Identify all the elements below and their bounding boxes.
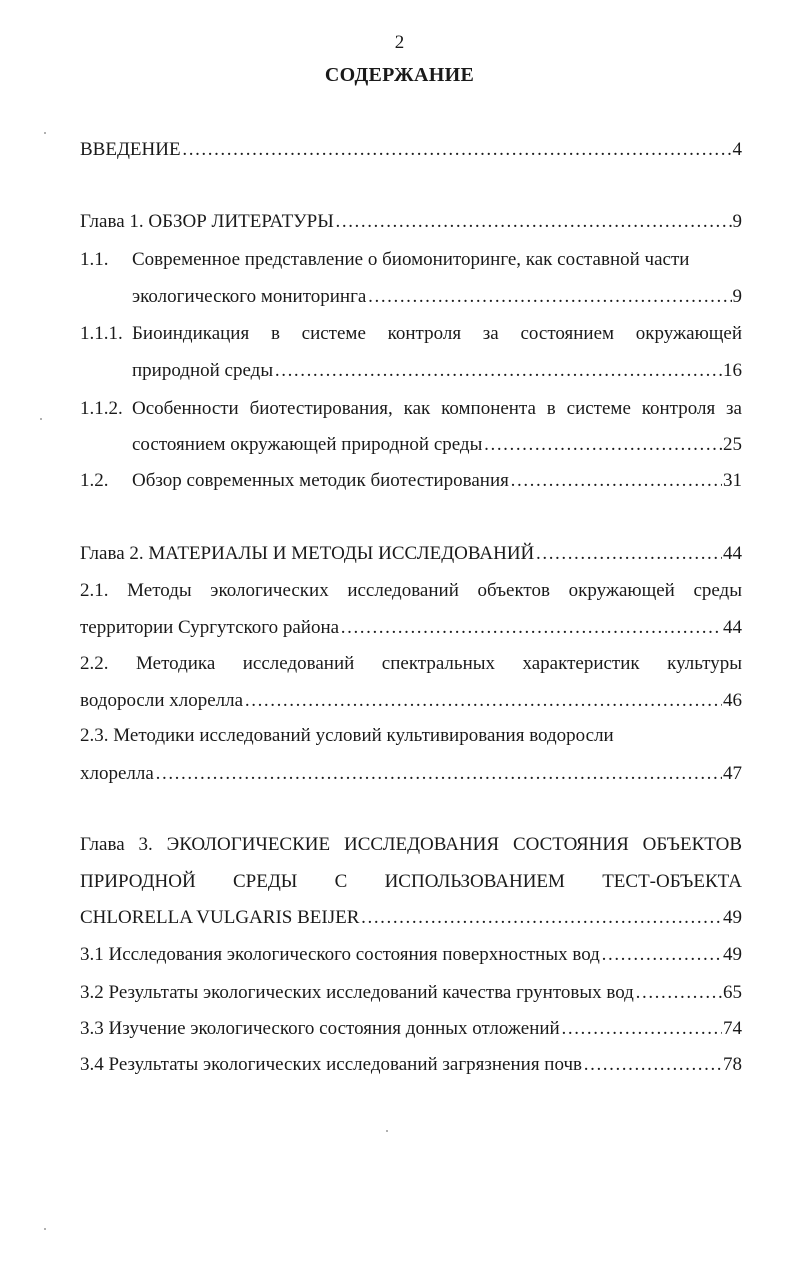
toc-entry-page: 49 (723, 907, 742, 928)
dot-leader (583, 1052, 722, 1078)
dot-leader (483, 432, 722, 458)
dot-leader (367, 284, 731, 310)
toc-entry-title-cont: ПРИРОДНОЙ СРЕДЫ С ИСПОЛЬЗОВАНИЕМ ТЕСТ-ОБЪЕКТА (80, 871, 742, 892)
dot-leader (601, 942, 722, 968)
toc-entry-title-cont: территории Сургутского района (80, 617, 340, 638)
page-number: 2 (394, 32, 405, 53)
toc-entry-page: 4 (732, 139, 742, 160)
toc-entry-page: 78 (723, 1054, 742, 1075)
toc-entry-page: 49 (723, 944, 742, 965)
toc-entry-intro[interactable] (80, 137, 742, 163)
toc-entry-title: 3.2 Результаты экологических исследований качества грунтовых вод (80, 982, 634, 1003)
toc-entry-title: 2.3. Методики исследований условий культивирования водоросли (80, 725, 614, 746)
scan-speck (44, 132, 46, 134)
toc-entry-page: 47 (723, 763, 742, 784)
dot-leader (340, 615, 722, 641)
scan-speck (386, 1130, 388, 1132)
toc-entry-title: Биоиндикация в системе контроля за состоянием окружающей (132, 323, 742, 344)
dot-leader (182, 137, 732, 163)
toc-entry-page: 9 (732, 286, 742, 307)
toc-entry-title-cont: природной среды (132, 360, 274, 381)
toc-entry-number: 1.1.2. (80, 398, 123, 419)
dot-leader (561, 1016, 722, 1042)
toc-entry-page: 44 (723, 543, 742, 564)
dot-leader (274, 358, 722, 384)
toc-entry-title-cont: CHLORELLA VULGARIS BEIJER (80, 907, 360, 928)
toc-entry-number: 1.1. (80, 249, 109, 270)
toc-entry-page: 25 (723, 434, 742, 455)
toc-entry-title: Глава 3. ЭКОЛОГИЧЕСКИЕ ИССЛЕДОВАНИЯ СОСТОЯНИЯ ОБЪЕКТОВ (80, 834, 742, 855)
toc-entry-title: ВВЕДЕНИЕ (80, 139, 181, 160)
toc-entry-number: 1.2. (80, 470, 109, 491)
toc-entry-title: 3.4 Результаты экологических исследований загрязнения почв (80, 1054, 583, 1075)
dot-leader (244, 688, 722, 714)
toc-entry-3-3[interactable] (80, 1016, 742, 1042)
dot-leader (360, 905, 722, 931)
toc-entry-title: Глава 1. ОБЗОР ЛИТЕРАТУРЫ (80, 211, 334, 232)
toc-entry-title: Особенности биотестирования, как компонента в системе контроля за (132, 398, 742, 419)
toc-entry-page: 44 (723, 617, 742, 638)
toc-entry-title: Современное представление о биомониторинге, как составной части (132, 249, 690, 270)
toc-entry-3-4[interactable] (80, 1052, 742, 1078)
toc-entry-title-cont: хлорелла (80, 763, 154, 784)
scan-speck (40, 418, 42, 420)
dot-leader (535, 541, 722, 567)
toc-entry-title: 2.2. Методика исследований спектральных характеристик культуры (80, 653, 742, 674)
toc-entry-page: 46 (723, 690, 742, 711)
toc-entry-page: 74 (723, 1018, 742, 1039)
dot-leader (510, 468, 722, 494)
toc-entry-page: 31 (723, 470, 742, 491)
dot-leader (335, 209, 732, 235)
dot-leader (155, 761, 722, 787)
toc-entry-title: 3.1 Исследования экологического состояния поверхностных вод (80, 944, 600, 965)
toc-entry-page: 9 (732, 211, 742, 232)
toc-entry-number: 1.1.1. (80, 323, 123, 344)
toc-entry-title-cont: экологического мониторинга (132, 286, 367, 307)
toc-entry-page: 16 (723, 360, 742, 381)
toc-entry-title: 3.3 Изучение экологического состояния донных отложений (80, 1018, 560, 1039)
toc-entry-3-1[interactable] (80, 942, 742, 968)
toc-entry-title-cont: водоросли хлорелла (80, 690, 244, 711)
page-title: СОДЕРЖАНИЕ (324, 64, 475, 86)
scan-speck (44, 1228, 46, 1230)
toc-entry-title: Глава 2. МАТЕРИАЛЫ И МЕТОДЫ ИССЛЕДОВАНИЙ (80, 543, 535, 564)
toc-chapter-1[interactable] (80, 209, 742, 235)
toc-entry-title-cont: состоянием окружающей природной среды (132, 434, 483, 455)
toc-entry-title: 2.1. Методы экологических исследований объектов окружающей среды (80, 580, 742, 601)
toc-entry-3-2[interactable] (80, 980, 742, 1006)
toc-entry-title: Обзор современных методик биотестирования (132, 470, 509, 491)
toc-chapter-2[interactable] (80, 541, 742, 567)
dot-leader (635, 980, 722, 1006)
toc-entry-page: 65 (723, 982, 742, 1003)
